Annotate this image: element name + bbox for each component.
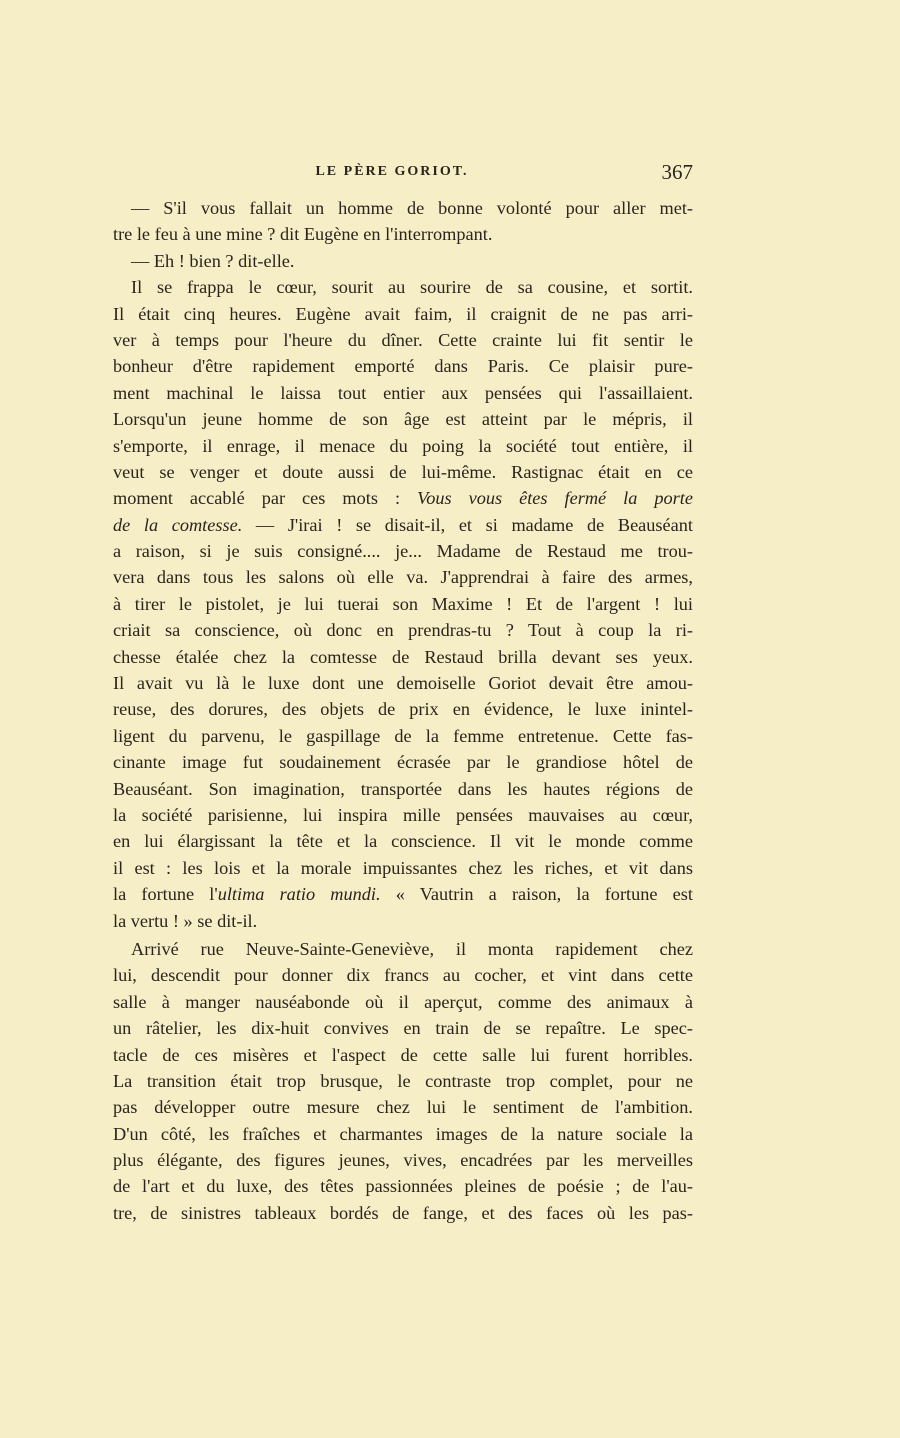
italic-text: ultima ratio mundi. (217, 884, 381, 905)
text-segment: ligent du parvenu, le gaspillage de la femme entretenue. Cette fas- (113, 725, 693, 746)
text-line (113, 1068, 693, 1094)
text-line (113, 591, 693, 617)
text-segment: a raison, si je suis consigné.... je... Madame de Restaud me trou- (113, 541, 693, 562)
text-segment: plus élégante, des figures jeunes, vives, encadrées par les merveilles (113, 1150, 693, 1171)
text-segment: Beauséant. Son imagination, transportée dans les hautes régions de (113, 778, 693, 799)
text-segment: Il était cinq heures. Eugène avait faim, il craignit de ne pas arri- (113, 303, 693, 324)
text-segment: pas développer outre mesure chez lui le sentiment de l'ambition. (113, 1097, 693, 1118)
text-line (113, 644, 693, 670)
text-segment: vera dans tous les salons où elle va. J'apprendrai à faire des armes, (113, 567, 693, 588)
text-line (113, 908, 693, 934)
text-line (113, 274, 693, 300)
text-segment: salle à manger nauséabonde où il aperçut, comme des animaux à (113, 991, 693, 1012)
text-segment: — Eh ! bien ? dit-elle. (131, 250, 295, 271)
text-segment: il est : les lois et la morale impuissantes chez les riches, et vit dans (113, 857, 693, 878)
text-line (113, 301, 693, 327)
text-segment: veut se venger et doute aussi de lui-même. Rastignac était en ce (113, 461, 693, 482)
text-segment: « Vautrin a raison, la fortune est (380, 884, 693, 905)
text-segment: ver à temps pour l'heure du dîner. Cette crainte lui fit sentir le (113, 329, 693, 350)
text-line (113, 696, 693, 722)
text-line (113, 433, 693, 459)
text-line (113, 1094, 693, 1120)
text-segment: D'un côté, les fraîches et charmantes images de la nature sociale la (113, 1123, 693, 1144)
text-line (113, 936, 693, 962)
text-segment: — S'il vous fallait un homme de bonne volonté pour aller met- (131, 198, 693, 218)
text-segment: moment accablé par ces mots : (113, 488, 418, 509)
text-line (113, 195, 693, 221)
text-line (113, 380, 693, 406)
running-title: LE PÈRE GORIOT. (315, 164, 469, 179)
text-line (113, 855, 693, 881)
text-line (113, 248, 693, 274)
text-segment: de l'art et du luxe, des têtes passionnées pleines de poésie ; de l'au- (113, 1176, 693, 1197)
text-segment: ment machinal le laissa tout entier aux pensées qui l'assaillaient. (113, 382, 693, 403)
text-line (113, 512, 693, 538)
text-segment: la vertu ! » se dit-il. (113, 910, 258, 931)
italic-text: de la comtesse. (113, 514, 243, 535)
page-header (113, 160, 693, 188)
text-line (113, 327, 693, 353)
text-segment: lui, descendit pour donner dix francs au cocher, et vint dans cette (113, 965, 693, 986)
text-line (113, 962, 693, 988)
text-segment: Il se frappa le cœur, sourit au sourire de sa cousine, et sortit. (131, 277, 693, 298)
text-line (113, 670, 693, 696)
text-segment: tre, de sinistres tableaux bordés de fange, et des faces où les pas- (113, 1202, 693, 1223)
text-line (113, 723, 693, 749)
text-line (113, 989, 693, 1015)
text-line (113, 459, 693, 485)
text-line (113, 564, 693, 590)
text-line (113, 881, 693, 907)
text-line (113, 1173, 693, 1199)
text-segment: la société parisienne, lui inspira mille pensées mauvaises au cœur, (113, 804, 693, 825)
text-line (113, 749, 693, 775)
text-segment: Il avait vu là le luxe dont une demoiselle Goriot devait être amou- (113, 673, 693, 694)
text-segment: en lui élargissant la tête et la conscience. Il vit le monde comme (113, 831, 693, 852)
text-line (113, 1042, 693, 1068)
text-segment: Arrivé rue Neuve-Sainte-Geneviève, il monta rapidement chez (131, 938, 693, 959)
body-text (113, 195, 693, 1226)
text-line (113, 1200, 693, 1226)
text-line (113, 802, 693, 828)
text-segment: cinante image fut soudainement écrasée par le grandiose hôtel de (113, 752, 693, 773)
text-line (113, 485, 693, 511)
text-line (113, 1147, 693, 1173)
text-line (113, 406, 693, 432)
text-segment: tre le feu à une mine ? dit Eugène en l'interrompant. (113, 224, 493, 245)
text-line (113, 828, 693, 854)
text-segment: bonheur d'être rapidement emporté dans Paris. Ce plaisir pure- (113, 356, 693, 377)
text-segment: reuse, des dorures, des objets de prix en évidence, le luxe inintel- (113, 699, 693, 720)
text-line (113, 617, 693, 643)
text-line (113, 538, 693, 564)
italic-text: Vous vous êtes fermé la porte (417, 488, 693, 509)
text-line (113, 353, 693, 379)
text-segment: Lorsqu'un jeune homme de son âge est atteint par le mépris, il (113, 409, 693, 430)
text-segment: criait sa conscience, où donc en prendras-tu ? Tout à coup la ri- (113, 620, 693, 641)
text-segment: La transition était trop brusque, le contraste trop complet, pour ne (113, 1070, 693, 1091)
text-line (113, 1121, 693, 1147)
page-number: 367 (661, 160, 693, 184)
text-segment: s'emporte, il enrage, il menace du poing la société tout entière, il (113, 435, 693, 456)
text-segment: à tirer le pistolet, je lui tuerai son Maxime ! Et de l'argent ! lui (113, 593, 693, 614)
text-segment: la fortune l' (113, 884, 218, 905)
text-segment: un râtelier, les dix-huit convives en train de se repaître. Le spec- (113, 1018, 693, 1039)
text-segment: chesse étalée chez la comtesse de Restaud brilla devant ses yeux. (113, 646, 693, 667)
text-segment: — J'irai ! se disait-il, et si madame de Beauséant (242, 514, 693, 535)
text-line (113, 221, 693, 247)
text-line (113, 776, 693, 802)
text-segment: tacle de ces misères et l'aspect de cette salle lui furent horribles. (113, 1044, 693, 1065)
text-line (113, 1015, 693, 1041)
